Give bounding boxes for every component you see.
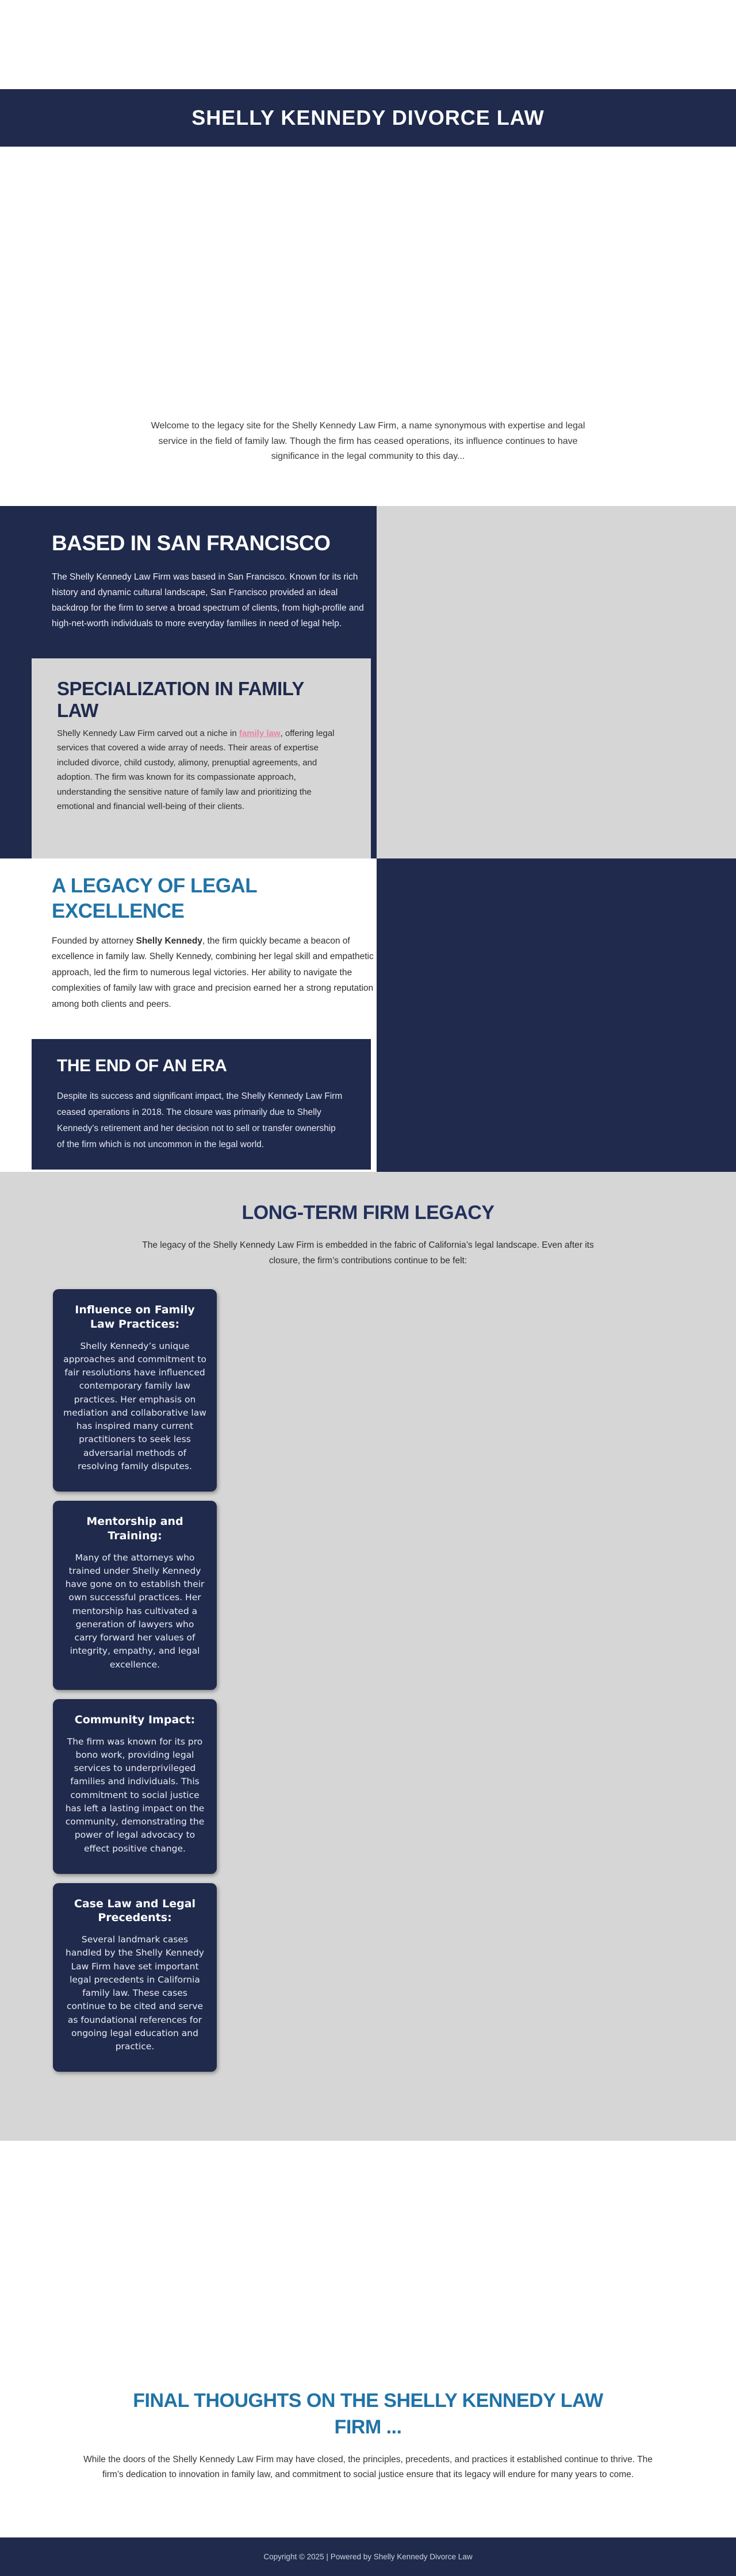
based-in-sf-right-panel (377, 506, 736, 658)
end-of-era-card (32, 1039, 371, 1170)
legacy-card-case-law (53, 1883, 217, 2072)
top-whitespace (0, 0, 736, 89)
based-in-sf-title: BASED IN SAN FRANCISCO (52, 531, 331, 555)
legacy-card-body: Many of the attorneys who trained under Shelly Kennedy have gone on to establish their own successful practices. Her mentorship has cultivated a generation of lawyers who carry forward her values of integrity, empathy, and legal excellence. (65, 1552, 205, 1670)
legacy-card-title: Mentorship and Training: (86, 1515, 183, 1542)
section-end-of-era (0, 1037, 736, 1172)
specialization-body (57, 726, 346, 814)
end-of-era-title: THE END OF AN ERA (57, 1056, 227, 1075)
attorney-name-bold: Shelly Kennedy (136, 936, 202, 946)
specialization-left-column (0, 658, 377, 858)
legacy-body-prefix: Founded by attorney (52, 936, 136, 946)
specialization-body-prefix: Shelly Kennedy Law Firm carved out a niche in (57, 728, 239, 738)
legacy-card-title: Influence on Family Law Practices: (75, 1304, 195, 1331)
based-in-sf-body: The Shelly Kennedy Law Firm was based in San Francisco. Known for its rich history and dynamic cultural landscape, San Francisco provided an ideal backdrop for the firm to serve a broad spectrum of clients, from high-profile and high-net-worth individuals to more everyday families in need of legal help. (52, 572, 364, 629)
section-based-in-sf (0, 506, 736, 658)
legacy-excellence-title: A LEGACY OF LEGAL EXCELLENCE (52, 875, 257, 922)
legacy-excellence-body (52, 933, 377, 1013)
legacy-body-suffix: , the firm quickly became a beacon of excellence in family law. Shelly Kennedy, combining her legal skill and empathetic approach, led the firm to numerous legal victories. Her ability to navigate the complexities of family law with grace and precision earned her a strong reputation among both clients and peers. (52, 936, 374, 1009)
based-in-sf-panel (0, 506, 377, 658)
specialization-card (32, 658, 371, 858)
specialization-right-panel (377, 658, 736, 858)
legacy-cards-column (53, 1289, 217, 2072)
legacy-card-community (53, 1699, 217, 1874)
legacy-card-title: Community Impact: (74, 1713, 195, 1726)
section-long-term-legacy (0, 1172, 736, 2141)
specialization-body-suffix: , offering legal services that covered a wide array of needs. Their areas of expertise included divorce, child custody, alimony, prenuptial agreements, and adoption. The firm was known for its compassionate approach, understanding the sensitive nature of family law and prioritizing the emotional and financial well-being of their clients. (57, 728, 335, 812)
legacy-card-title: Case Law and Legal Precedents: (74, 1897, 196, 1925)
end-of-era-left-column (0, 1037, 377, 1172)
family-law-link[interactable]: family law (239, 728, 281, 738)
legacy-excellence-panel (0, 858, 377, 1037)
section-legacy-excellence (0, 858, 736, 1037)
site-footer (0, 2537, 736, 2576)
page-title: SHELLY KENNEDY DIVORCE LAW (191, 106, 545, 129)
section-final-thoughts (0, 2141, 736, 2537)
long-term-legacy-title: LONG-TERM FIRM LEGACY (241, 1202, 494, 1224)
intro-section (0, 147, 736, 506)
legacy-card-body: The firm was known for its pro bono work, providing legal services to underprivileged families and individuals. This commitment to social justice has left a lasting impact on the community, demonstrating the power of legal advocacy to effect positive change. (65, 1736, 205, 1854)
end-of-era-body: Despite its success and significant impact, the Shelly Kennedy Law Firm ceased operations in 2018. The closure was primarily due to Shelly Kennedy’s retirement and her decision not to sell or transfer ownership of the firm which is not uncommon in the legal world. (57, 1091, 343, 1149)
legacy-card-body: Shelly Kennedy’s unique approaches and commitment to fair resolutions have influenced contemporary family law practices. Her emphasis on mediation and collaborative law has inspired many current practitioners to seek less adversarial methods of resolving family disputes. (63, 1340, 206, 1471)
site-header (0, 89, 736, 147)
end-of-era-right-panel (377, 1037, 736, 1172)
final-thoughts-title: FINAL THOUGHTS ON THE SHELLY KENNEDY LAW FIRM ... (133, 2390, 603, 2438)
section-specialization (0, 658, 736, 858)
final-thoughts-body: While the doors of the Shelly Kennedy Law Firm may have closed, the principles, precedents, and practices it established continue to thrive. The firm’s dedication to innovation in family law, and commitment to social justice ensure that its legacy will endure for many years to come. (83, 2454, 653, 2480)
intro-text: Welcome to the legacy site for the Shelly Kennedy Law Firm, a name synonymous with expertise and legal service in the field of family law. Though the firm has ceased operations, its influence continues to have significance in the legal community to this day... (151, 421, 585, 462)
long-term-legacy-intro: The legacy of the Shelly Kennedy Law Firm is embedded in the fabric of California’s legal landscape. Even after its closure, the firm’s contributions continue to be felt: (142, 1240, 594, 1266)
copyright-text: Copyright © 2025 | Powered by Shelly Kennedy Divorce Law (263, 2552, 473, 2561)
legacy-card-body: Several landmark cases handled by the Shelly Kennedy Law Firm have set important legal precedents in California family law. These cases continue to be cited and serve as foundational references for ongoing legal education and practice. (66, 1934, 204, 2052)
legacy-card-influence (53, 1289, 217, 1492)
specialization-title: SPECIALIZATION IN FAMILY LAW (57, 678, 304, 721)
legacy-card-mentorship (53, 1501, 217, 1690)
legacy-excellence-right-panel (377, 858, 736, 1037)
